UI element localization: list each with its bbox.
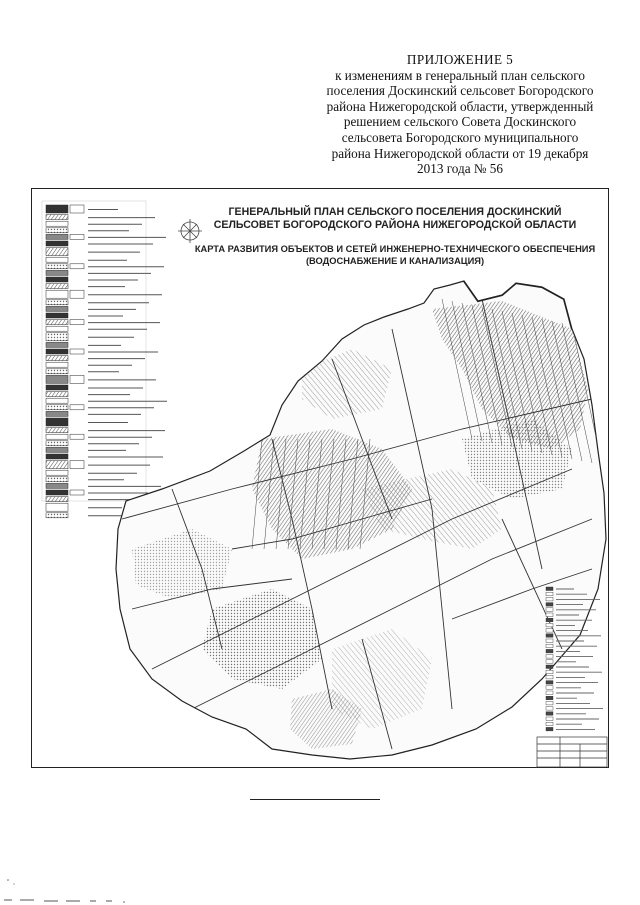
map-title-line-2: СЕЛЬСОВЕТ БОГОРОДСКОГО РАЙОНА НИЖЕГОРОДСКОЙ ОБЛАСТИ bbox=[213, 219, 577, 231]
annex-line-7: 2013 года № 56 bbox=[417, 161, 503, 177]
territory-map bbox=[116, 281, 606, 759]
map-subtitle bbox=[180, 244, 610, 267]
annex-line-1: к изменениям в генеральный план сельского bbox=[335, 67, 585, 83]
map-sheet bbox=[31, 188, 609, 768]
annex-line-5: сельсовета Богородского муниципального bbox=[341, 129, 579, 145]
map-title bbox=[180, 206, 610, 232]
annex-line-3: района Нижегородской области, утвержденный bbox=[326, 98, 594, 114]
map-title-line-1: ГЕНЕРАЛЬНЫЙ ПЛАН СЕЛЬСКОГО ПОСЕЛЕНИЯ ДОСКИНСКИЙ bbox=[228, 206, 562, 218]
annex-line-2: поселения Доскинский сельсовет Богородского bbox=[326, 83, 594, 99]
map-subtitle-line-1: КАРТА РАЗВИТИЯ ОБЪЕКТОВ И СЕТЕЙ ИНЖЕНЕРНО-ТЕХНИЧЕСКОГО ОБЕСПЕЧЕНИЯ bbox=[194, 244, 596, 254]
annex-header bbox=[300, 52, 620, 177]
annex-line-6: района Нижегородской области от 19 декабря bbox=[331, 145, 589, 161]
title-block-stamp bbox=[537, 737, 607, 767]
map-subtitle-line-2: (ВОДОСНАБЖЕНИЕ И КАНАЛИЗАЦИЯ) bbox=[305, 255, 485, 266]
signature-line bbox=[250, 799, 380, 800]
annex-title: ПРИЛОЖЕНИЕ 5 bbox=[406, 52, 514, 67]
scan-artifacts bbox=[0, 870, 640, 905]
map-drawing bbox=[32, 189, 610, 769]
annex-line-4: решением сельского Совета Доскинского bbox=[343, 114, 577, 130]
legend-panel-left bbox=[42, 201, 167, 518]
